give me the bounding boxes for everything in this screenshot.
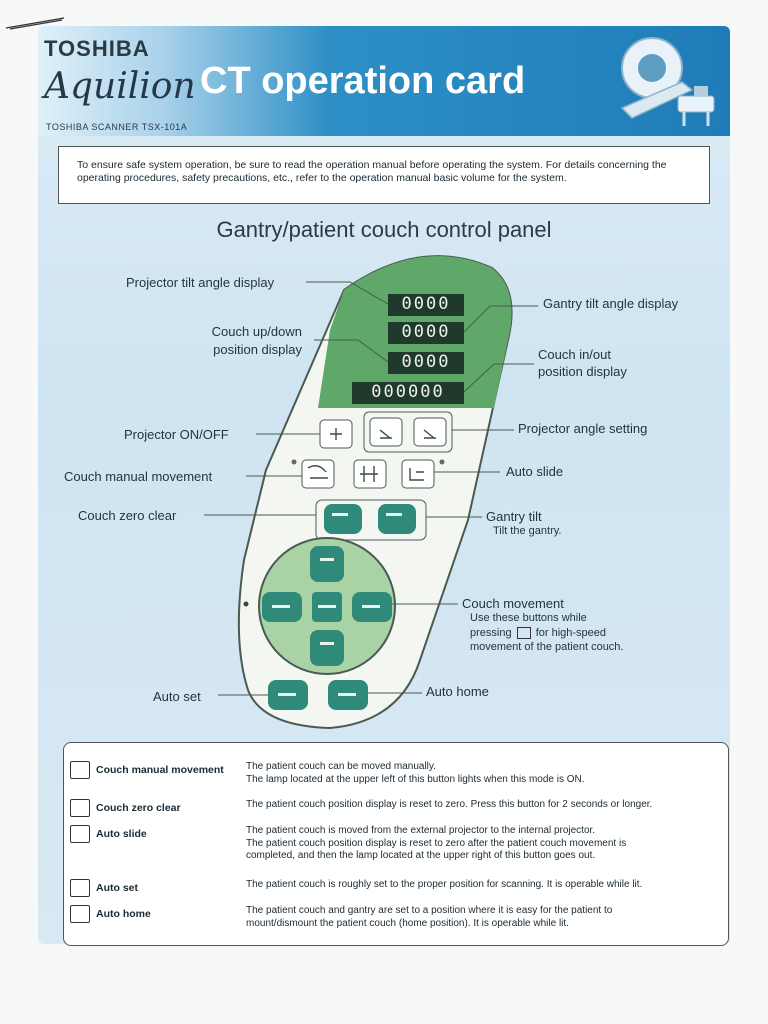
legend-row xyxy=(70,761,720,793)
gantry-tilt-value: 0000 xyxy=(401,322,451,342)
safety-notice: To ensure safe system operation, be sure to read the operation manual before operating the system. For details concerning the operating procedures, safety precautions, etc., refer to the operation manual basic volume for the system. xyxy=(58,146,710,204)
legend-name: Auto slide xyxy=(96,828,147,840)
legend-row xyxy=(70,799,720,823)
label-couch-updown-2: position display xyxy=(213,342,302,357)
legend-desc: The patient couch position display is reset to zero. Press this button for 2 seconds or longer. xyxy=(246,799,653,810)
gantry-tilt-right-button xyxy=(378,504,416,534)
auto-slide-button xyxy=(402,460,434,488)
label-couch-manual-movement: Couch manual movement xyxy=(64,469,213,484)
model-number: TOSHIBA SCANNER TSX-101A xyxy=(46,122,188,132)
projector-tilt-value: 0000 xyxy=(401,294,451,314)
couch-inout-value: 000000 xyxy=(371,382,445,402)
auto-home-icon xyxy=(70,905,90,923)
label-gantry-tilt-angle-display: Gantry tilt angle display xyxy=(543,296,679,311)
label-couch-updown-1: Couch up/down xyxy=(211,324,302,339)
label-auto-slide: Auto slide xyxy=(506,464,564,479)
couch-updown-value: 0000 xyxy=(401,352,451,372)
legend-name: Auto set xyxy=(96,882,138,894)
couch-manual-button xyxy=(302,460,334,488)
label-couch-inout-2: position display xyxy=(538,364,627,379)
couch-manual-icon xyxy=(70,761,90,779)
auto-slide-icon xyxy=(70,825,90,843)
panel-title: Gantry/patient couch control panel xyxy=(216,217,552,242)
legend-name: Auto home xyxy=(96,908,151,920)
gantry-tilt-left-button xyxy=(324,504,362,534)
label-auto-home: Auto home xyxy=(426,684,489,699)
legend-desc: The patient couch is roughly set to the proper position for scanning. It is operable while lit. xyxy=(246,879,643,890)
projector-angle-down-button xyxy=(414,418,446,446)
label-couch-movement-sub-3: movement of the patient couch. xyxy=(470,641,624,653)
brand-logo: TOSHIBA xyxy=(44,36,150,61)
label-couch-zero-clear: Couch zero clear xyxy=(78,508,177,523)
label-gantry-tilt: Gantry tilt xyxy=(486,509,542,524)
label-projector-onoff: Projector ON/OFF xyxy=(124,427,229,442)
high-speed-inline-icon xyxy=(517,627,531,639)
projector-angle-up-button xyxy=(370,418,402,446)
legend-desc: The patient couch is moved from the external projector to the internal projector. The patient couch position display is reset to zero after the patient couch movement is completed, and then the lamp located at the upper right of this button goes out. xyxy=(246,825,627,861)
label-auto-set: Auto set xyxy=(153,689,201,704)
label-couch-movement: Couch movement xyxy=(462,596,564,611)
legend-name: Couch zero clear xyxy=(96,802,181,814)
label-projector-angle-setting: Projector angle setting xyxy=(518,421,648,436)
button-legend xyxy=(63,742,729,946)
legend-row xyxy=(70,879,720,901)
legend-desc: The patient couch can be moved manually. The lamp located at the upper left of this button lights when this mode is ON. xyxy=(246,761,585,785)
card-title: CT operation card xyxy=(200,60,526,102)
couch-up-button xyxy=(310,546,344,582)
label-gantry-tilt-sub: Tilt the gantry. xyxy=(493,525,562,537)
auto-set-icon xyxy=(70,879,90,897)
label-couch-movement-sub-1: Use these buttons while xyxy=(470,612,587,624)
label-projector-tilt-angle-display: Projector tilt angle display xyxy=(126,275,275,290)
legend-name: Couch manual movement xyxy=(96,764,224,776)
legend-desc: The patient couch and gantry are set to a position where it is easy for the patient to mount/dismount the patient couch (home position). It is operable while lit. xyxy=(246,905,613,929)
label-couch-inout-1: Couch in/out xyxy=(538,347,611,362)
couch-zero-clear-icon xyxy=(70,799,90,817)
label-couch-movement-sub-2: pressing for high-speed xyxy=(470,627,607,639)
legend-row xyxy=(70,905,720,935)
couch-down-button xyxy=(310,630,344,666)
product-logo: Aquilion xyxy=(44,66,196,107)
legend-row xyxy=(70,825,720,869)
